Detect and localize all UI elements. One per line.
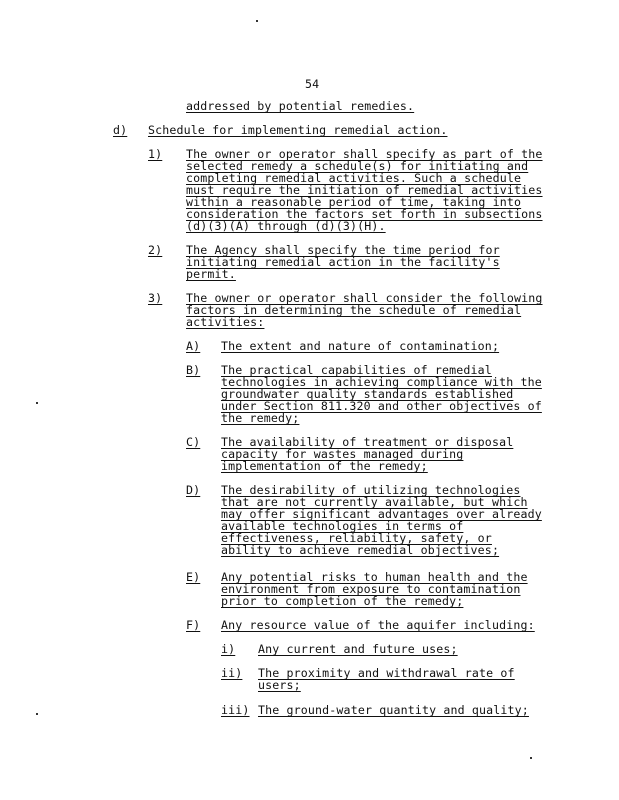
item-1-line: consideration the factors set forth in subsections	[186, 207, 543, 221]
sub-d-line: available technologies in terms of	[221, 519, 464, 533]
sub-c-line: The availability of treatment or disposal	[221, 435, 514, 449]
item-1-marker: 1)	[148, 147, 163, 161]
item-1-line: (d)(3)(A) through (d)(3)(H).	[186, 219, 386, 233]
sub-iii-line: The ground-water quantity and quality;	[258, 703, 529, 717]
sub-iii-marker: iii)	[221, 703, 250, 717]
sub-b-line: the remedy;	[221, 411, 300, 425]
item-1-line: within a reasonable period of time, taking into	[186, 195, 522, 209]
sub-b-line: groundwater quality standards established	[221, 387, 514, 401]
item-1-line: The owner or operator shall specify as part of the	[186, 147, 543, 161]
sub-b-line: technologies in achieving compliance with the	[221, 375, 542, 389]
sub-d-marker: D)	[186, 483, 201, 497]
sub-e-line: prior to completion of the remedy;	[221, 594, 464, 608]
page-number: 54	[305, 77, 320, 91]
item-3-line: activities:	[186, 315, 265, 329]
sub-ii-line: users;	[258, 678, 301, 692]
sub-d-line: ability to achieve remedial objectives;	[221, 543, 500, 557]
sub-e-line: Any potential risks to human health and the	[221, 570, 528, 584]
item-3-line: factors in determining the schedule of remedial	[186, 303, 522, 317]
sub-ii-marker: ii)	[221, 666, 243, 680]
section-d-heading: Schedule for implementing remedial action.	[148, 123, 448, 137]
sub-f-line: Any resource value of the aquifer including:	[221, 618, 535, 632]
sub-b-line: The practical capabilities of remedial	[221, 363, 492, 377]
sub-d-line: that are not currently available, but which	[221, 495, 528, 509]
sub-ii-line: The proximity and withdrawal rate of	[258, 666, 515, 680]
item-1-line: completing remedial activities. Such a schedule	[186, 171, 522, 185]
scan-speck	[256, 20, 258, 22]
sub-i-line: Any current and future uses;	[258, 642, 458, 656]
scan-speck	[530, 757, 532, 759]
sub-e-marker: E)	[186, 570, 201, 584]
item-2-line: permit.	[186, 267, 236, 281]
sub-e-line: environment from exposure to contamination	[221, 582, 521, 596]
sub-d-line: may offer significant advantages over already	[221, 507, 542, 521]
scan-speck	[36, 402, 38, 404]
sub-b-line: under Section 811.320 and other objectives of	[221, 399, 542, 413]
item-1-line: must require the initiation of remedial activities	[186, 183, 543, 197]
sub-f-marker: F)	[186, 618, 201, 632]
scan-speck	[36, 713, 38, 715]
sub-c-marker: C)	[186, 435, 201, 449]
sub-c-line: implementation of the remedy;	[221, 459, 428, 473]
intro-line: addressed by potential remedies.	[186, 99, 415, 113]
sub-i-marker: i)	[221, 642, 236, 656]
item-1-line: selected remedy a schedule(s) for initiating and	[186, 159, 529, 173]
section-d-marker: d)	[113, 123, 128, 137]
item-3-line: The owner or operator shall consider the following	[186, 291, 543, 305]
sub-d-line: The desirability of utilizing technologies	[221, 483, 521, 497]
item-2-line: The Agency shall specify the time period for	[186, 243, 500, 257]
item-2-line: initiating remedial action in the facility's	[186, 255, 500, 269]
sub-c-line: capacity for wastes managed during	[221, 447, 464, 461]
sub-b-marker: B)	[186, 363, 201, 377]
sub-a-line: The extent and nature of contamination;	[221, 339, 500, 353]
sub-a-marker: A)	[186, 339, 201, 353]
item-2-marker: 2)	[148, 243, 163, 257]
item-3-marker: 3)	[148, 291, 163, 305]
sub-d-line: effectiveness, reliability, safety, or	[221, 531, 492, 545]
